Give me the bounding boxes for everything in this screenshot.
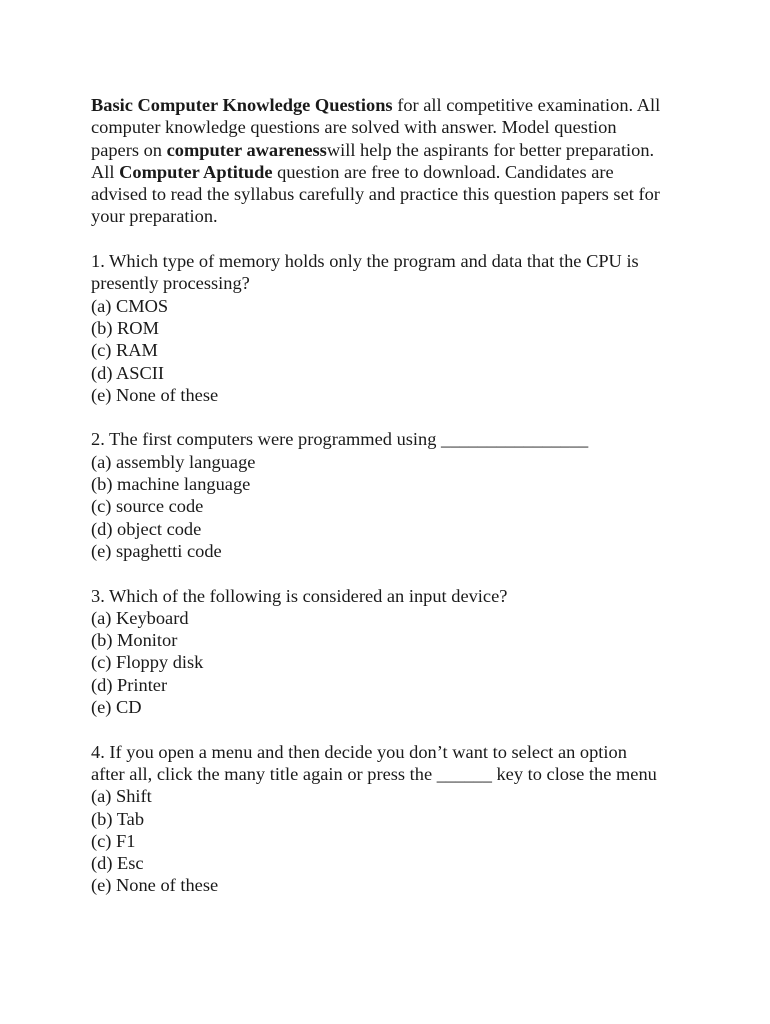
- answer-option: (e) spaghetti code: [91, 540, 222, 561]
- question-text: 2. The first computers were programmed using ________________: [91, 429, 589, 450]
- intro-text-3b: will help the aspirants for better preparation.: [326, 139, 655, 160]
- intro-line-1: [91, 94, 691, 116]
- answer-option: (e) None of these: [91, 875, 219, 896]
- answer-option: (d) ASCII: [91, 362, 165, 383]
- document-page: [91, 94, 691, 897]
- answer-option: (e) CD: [91, 697, 142, 718]
- answer-option: (d) object code: [91, 518, 202, 539]
- intro-text-4b: question are free to download. Candidates are: [272, 161, 614, 182]
- question-list: [91, 250, 691, 897]
- question-text: after all, click the many title again or press the ______ key to close the menu: [91, 763, 657, 784]
- answer-option: (c) Floppy disk: [91, 652, 204, 673]
- answer-option: (c) F1: [91, 830, 136, 851]
- intro-line-6: your preparation.: [91, 206, 218, 227]
- question-block: [91, 428, 691, 562]
- answer-option: (b) ROM: [91, 317, 159, 338]
- answer-option: (d) Esc: [91, 853, 144, 874]
- answer-option: (b) machine language: [91, 474, 251, 495]
- answer-option: (b) Tab: [91, 808, 145, 829]
- intro-text-1: for all competitive examination. All: [392, 95, 661, 115]
- answer-option: (b) Monitor: [91, 630, 178, 651]
- answer-option: (a) Shift: [91, 786, 152, 807]
- question-text: 3. Which of the following is considered an input device?: [91, 585, 508, 606]
- intro-line-2: computer knowledge questions are solved with answer. Model question: [91, 117, 617, 138]
- intro-line-4: [91, 161, 691, 183]
- intro-line-3: [91, 139, 691, 161]
- answer-option: (c) source code: [91, 496, 204, 517]
- answer-option: (a) assembly language: [91, 451, 256, 472]
- answer-option: (e) None of these: [91, 384, 219, 405]
- answer-option: (c) RAM: [91, 340, 158, 361]
- intro-text-4a: All: [91, 161, 120, 182]
- question-text: presently processing?: [91, 273, 250, 294]
- answer-option: (a) CMOS: [91, 295, 169, 316]
- intro-paragraph: [91, 94, 691, 228]
- question-block: [91, 741, 691, 897]
- question-text: 4. If you open a menu and then decide you don’t want to select an option: [91, 741, 627, 762]
- intro-bold-aptitude: Computer Aptitude: [119, 161, 273, 182]
- answer-option: (d) Printer: [91, 674, 168, 695]
- question-text: 1. Which type of memory holds only the program and data that the CPU is: [91, 251, 639, 272]
- question-block: [91, 585, 691, 719]
- intro-bold-title: Basic Computer Knowledge Questions: [91, 95, 393, 115]
- intro-text-3a: papers on: [91, 139, 167, 160]
- intro-line-5: advised to read the syllabus carefully and practice this question papers set for: [91, 184, 660, 205]
- answer-option: (a) Keyboard: [91, 607, 189, 628]
- intro-bold-awareness: computer awareness: [166, 139, 327, 160]
- question-block: [91, 250, 691, 406]
